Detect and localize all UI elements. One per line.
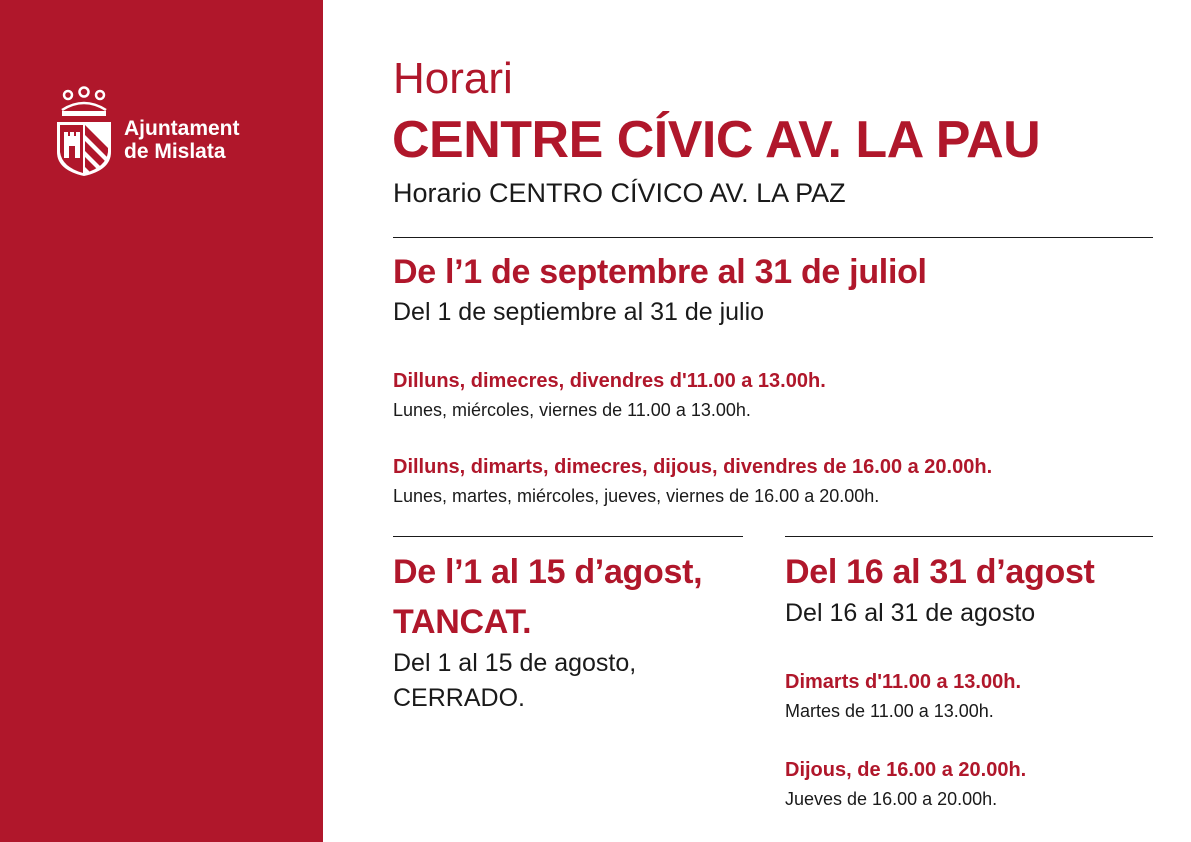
org-name-line-1: Ajuntament [124,117,240,140]
divider-top [393,237,1153,238]
schedule-morning: Dilluns, dimecres, divendres d'11.00 a 13.00h. [393,370,826,392]
divider-left [393,536,743,537]
schedule-tuesday: Dimarts d'11.00 a 13.00h. [785,671,1022,693]
schedule-afternoon: Dilluns, dimarts, dimecres, dijous, divendres de 16.00 a 20.00h. [393,456,993,478]
org-name-line-2: de Mislata [124,140,226,163]
schedule-morning-es: Lunes, miércoles, viernes de 11.00 a 13.00h. [393,400,751,420]
period-main-heading-es: Del 1 de septiembre al 31 de julio [393,298,765,326]
mislata-coat-of-arms-icon [54,86,114,178]
period-main-heading: De l’1 de septembre al 31 de juliol [393,253,927,291]
organization-name [124,117,240,163]
mislata-logo [54,86,284,182]
schedule-afternoon-es: Lunes, martes, miércoles, jueves, viernes de 16.00 a 20.00h. [393,486,880,506]
period-closed-heading-es-line-2: CERRADO. [393,684,525,712]
sidebar [0,0,323,842]
period-closed-heading-line-2: TANCAT. [393,603,532,641]
page-kicker: Horari [393,54,513,103]
page-title: CENTRE CÍVIC AV. LA PAU [392,111,1041,169]
schedule-thursday: Dijous, de 16.00 a 20.00h. [785,759,1027,781]
period-late-august-heading-es: Del 16 al 31 de agosto [785,599,1036,627]
schedule-thursday-es: Jueves de 16.00 a 20.00h. [785,789,998,809]
divider-right [785,536,1153,537]
page-subtitle: Horario CENTRO CÍVICO AV. LA PAZ [393,178,846,208]
period-closed-heading-es-line-1: Del 1 al 15 de agosto, [393,649,637,677]
period-late-august-heading: Del 16 al 31 d’agost [785,553,1095,591]
period-closed-heading-line-1: De l’1 al 15 d’agost, [393,553,703,591]
schedule-tuesday-es: Martes de 11.00 a 13.00h. [785,701,994,721]
